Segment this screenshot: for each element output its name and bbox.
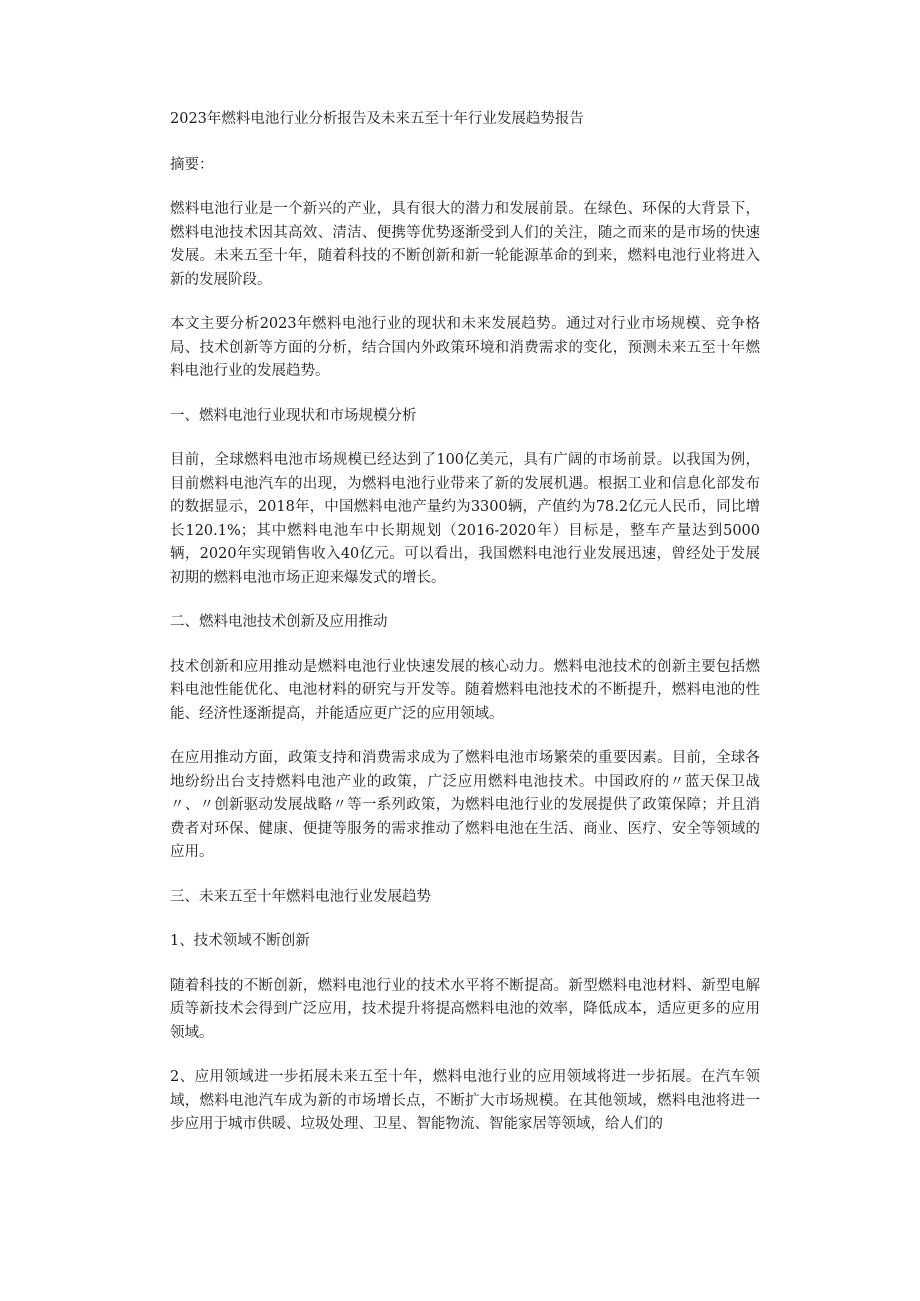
paragraph-tech-innovation: 技术创新和应用推动是燃料电池行业快速发展的核心动力。燃料电池技术的创新主要包括燃料电池性能优化、电池材料的研究与开发等。随着燃料电池技术的不断提升，燃料电池的性能、经济性逐渐提高，并能适应更广泛的应用领域。	[170, 658, 760, 722]
paragraph-application-trend: 2、应用领域进一步拓展未来五至十年，燃料电池行业的应用领域将进一步拓展。在汽车领域，燃料电池汽车成为新的市场增长点，不断扩大市场规模。在其他领域，燃料电池将进一步应用于城市供暖、垃圾处理、卫星、智能物流、智能家居等领域，给人们的	[170, 1069, 760, 1132]
section-heading-2: 二、燃料电池技术创新及应用推动	[170, 614, 388, 630]
section-heading-1: 一、燃料电池行业现状和市场规模分析	[170, 407, 417, 424]
paragraph-market-size: 目前，全球燃料电池市场规模已经达到了100亿美元，具有广阔的市场前景。以我国为例，目前燃料电池汽车的出现，为燃料电池行业带来了新的发展机遇。根据工业和信息化部发布的数据显示，2018年，中国燃料电池产量约为3300辆，产值约为78.2亿元人民币，同比增长120.1%；其中燃料电池车中长期规划（2016-2020年）目标是，整车产量达到5000辆，2020年实现销售收入40亿元。可以看出，我国燃料电池行业发展迅速，曾经处于发展初期的燃料电池市场正迎来爆发式的增长。	[170, 452, 760, 586]
document-page	[170, 108, 760, 1158]
section-heading-3: 三、未来五至十年燃料电池行业发展趋势	[170, 888, 431, 905]
paragraph-tech-trend: 随着科技的不断创新，燃料电池行业的技术水平将不断提高。新型燃料电池材料、新型电解质等新技术会得到广泛应用，技术提升将提高燃料电池的效率，降低成本，适应更多的应用领域。	[170, 977, 760, 1041]
subsection-heading-1: 1、技术领域不断创新	[170, 933, 310, 949]
paragraph-application-push: 在应用推动方面，政策支持和消费需求成为了燃料电池市场繁荣的重要因素。目前，全球各地纷纷出台支持燃料电池产业的政策，广泛应用燃料电池技术。中国政府的〃蓝天保卫战〃、〃创新驱动发展战略〃等一系列政策，为燃料电池行业的发展提供了政策保障；并且消费者对环保、健康、便捷等服务的需求推动了燃料电池在生活、商业、医疗、安全等领域的应用。	[170, 750, 760, 860]
document-title: 2023年燃料电池行业分析报告及未来五至十年行业发展趋势报告	[170, 111, 584, 127]
paragraph-purpose: 本文主要分析2023年燃料电池行业的现状和未来发展趋势。通过对行业市场规模、竞争格局、技术创新等方面的分析，结合国内外政策环境和消费需求的变化，预测未来五至十年燃料电池行业的发展趋势。	[170, 316, 760, 379]
paragraph-intro: 燃料电池行业是一个新兴的产业，具有很大的潜力和发展前景。在绿色、环保的大背景下，燃料电池技术因其高效、清洁、便携等优势逐渐受到人们的关注，随之而来的是市场的快速发展。未来五至十年，随着科技的不断创新和新一轮能源革命的到来，燃料电池行业将进入新的发展阶段。	[170, 201, 760, 288]
abstract-label: 摘要：	[170, 156, 214, 173]
